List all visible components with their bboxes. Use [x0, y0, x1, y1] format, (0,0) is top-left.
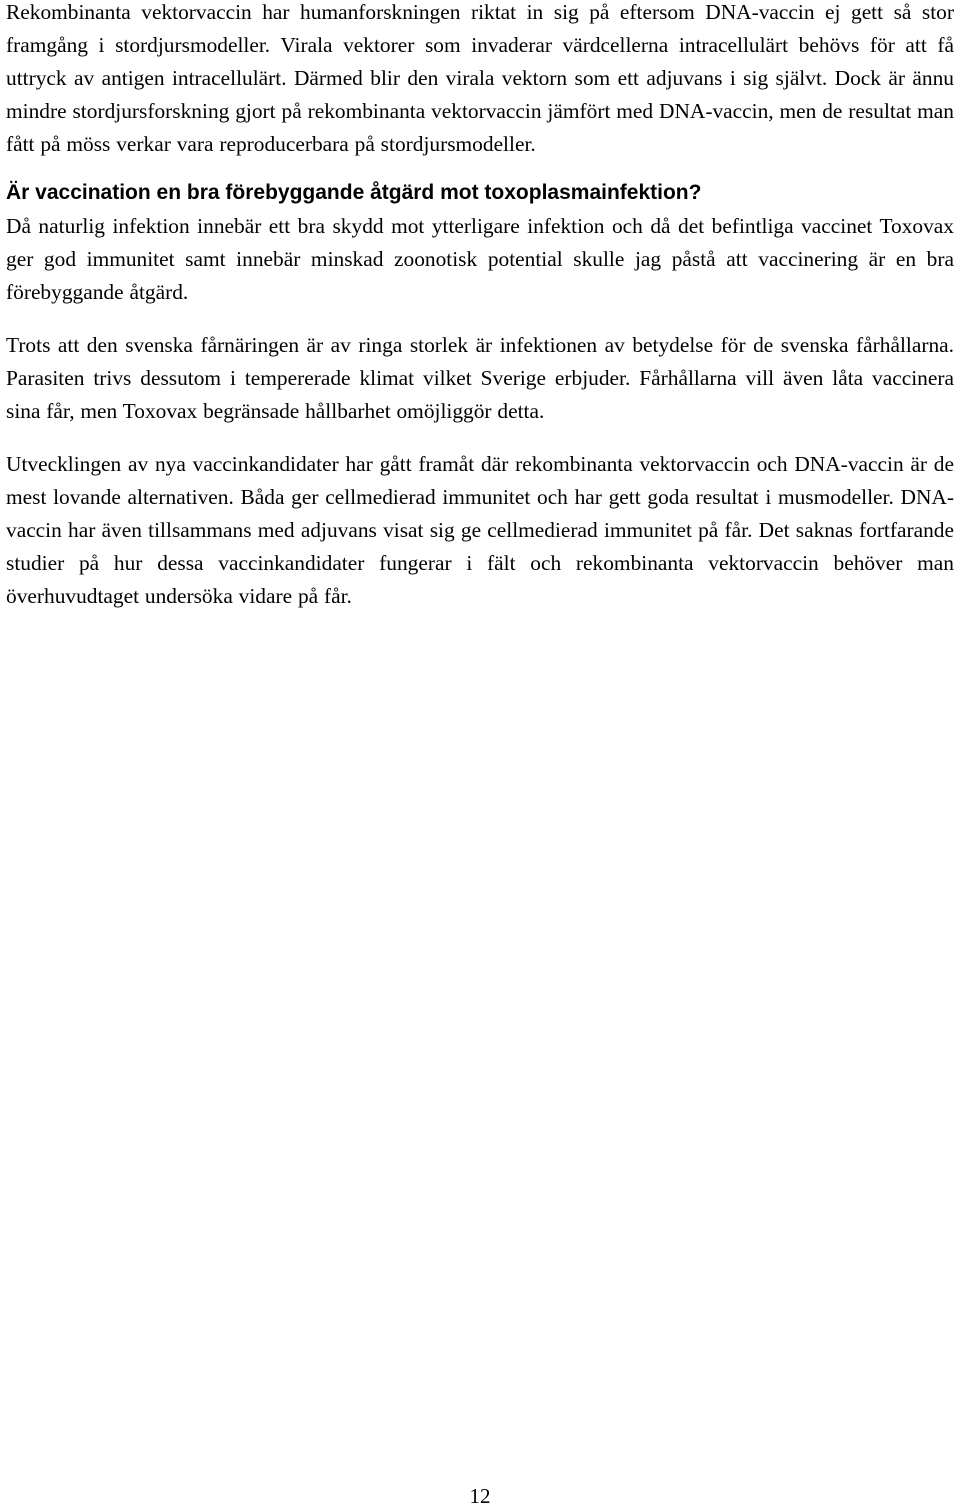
- section-heading: Är vaccination en bra förebyggande åtgärd mot toxoplasmainfektion?: [6, 181, 702, 204]
- paragraph-recombinant-vector-vaccine: Rekombinanta vektorvaccin har humanforskningen riktat in sig på eftersom DNA-vaccin ej gett så stor framgång i stordjursmodeller. Virala vektorer som invaderar värdcellerna intracellulärt behövs för att få uttryck av antigen intracellulärt. Därmed blir den virala vektorn som ett adjuvans i sig självt. Dock är ännu mindre stordjursforskning gjort på rekombinanta vektorvaccin jämfört med DNA-vaccin, men de resultat man fått på möss verkar vara reproducerbara på stordjursmodeller.: [6, 0, 954, 156]
- paragraph-swedish-sheep-industry: Trots att den svenska fårnäringen är av ringa storlek är infektionen av betydelse för de svenska fårhållarna. Parasiten trivs dessutom i tempererade klimat vilket Sverige erbjuder. Fårhållarna vill även låta vaccinera sina får, men Toxovax begränsade hållbarhet omöjliggör detta.: [6, 333, 954, 423]
- document-page: [6, 0, 954, 613]
- paragraph-vaccine-candidates: Utvecklingen av nya vaccinkandidater har gått framåt där rekombinanta vektorvaccin och DNA-vaccin är de mest lovande alternativen. Båda ger cellmedierad immunitet och har gett goda resultat i musmodeller. DNA-vaccin har även tillsammans med adjuvans visat sig ge cellmedierad immunitet på får. Det saknas fortfarande studier på hur dessa vaccinkandidater fungerar i fält och rekombinanta vektorvaccin behöver man överhuvudtaget undersöka vidare på får.: [6, 452, 954, 608]
- page-number: 12: [469, 1484, 491, 1508]
- paragraph-natural-infection: Då naturlig infektion innebär ett bra skydd mot ytterligare infektion och då det befintliga vaccinet Toxovax ger god immunitet samt innebär minskad zoonotisk potential skulle jag påstå att vaccinering är en bra förebyggande åtgärd.: [6, 214, 954, 304]
